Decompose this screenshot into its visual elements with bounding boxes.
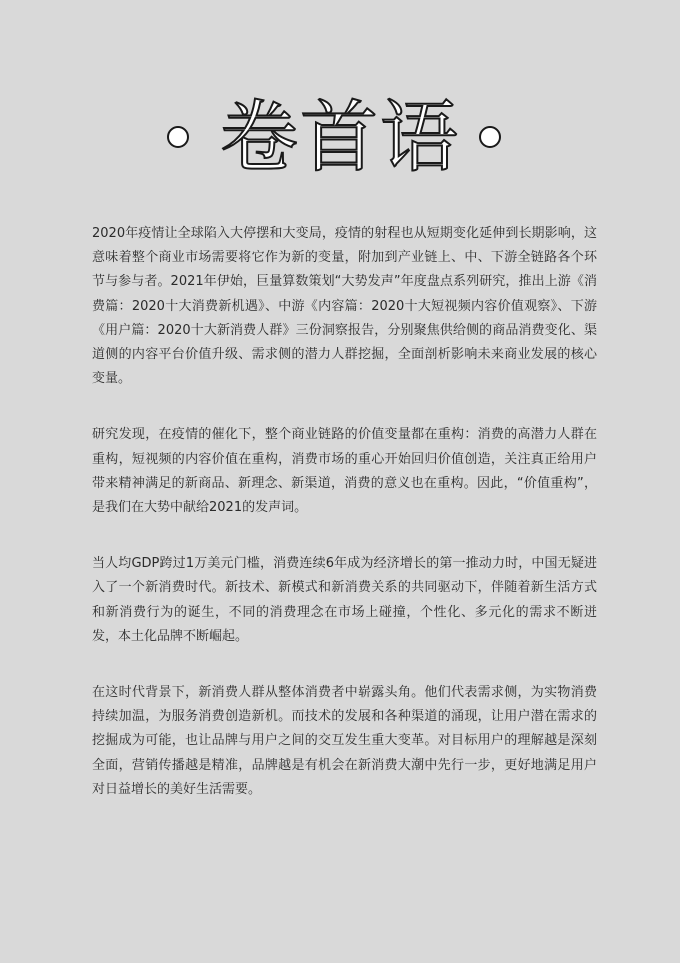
title-row	[0, 88, 680, 188]
body-text	[92, 222, 597, 834]
paragraph-4: 在这时代背景下，新消费人群从整体消费者中崭露头角。他们代表需求侧，为实物消费持续加温，为服务消费创造新机。而技术的发展和各种渠道的涌现，让用户潜在需求的挖掘成为可能，也让品牌与用户之间的交互发生重大变革。对目标用户的理解越是深刻全面，营销传播越是精准，品牌越是有机会在新消费大潮中先行一步，更好地满足用户对日益增长的美好生活需要。	[92, 685, 597, 797]
paragraph-2: 研究发现，在疫情的催化下，整个商业链路的价值变量都在重构：消费的高潜力人群在重构，短视频的内容价值在重构，消费市场的重心开始回归价值创造，关注真正给用户带来精神满足的新商品、新理念、新渠道，消费的意义也在重构。因此，“价值重构”，是我们在大势中献给2021的发声词。	[92, 427, 597, 516]
paragraph-1: 2020年疫情让全球陷入大停摆和大变局，疫情的射程也从短期变化延伸到长期影响，这意味着整个商业市场需要将它作为新的变量，附加到产业链上、中、下游全链路各个环节与参与者。2021年伊始，巨量算数策划“大势发声”年度盘点系列研究，推出上游《消费篇：2020十大消费新机遇》、中游《内容篇：2020十大短视频内容价值观察》、下游《用户篇：2020十大新消费人群》三份洞察报告，分别聚焦供给侧的商品消费变化、渠道侧的内容平台价值升级、需求侧的潜力人群挖掘，全面剖析影响未来商业发展的核心变量。	[92, 226, 597, 387]
left-bullet-dot	[167, 126, 189, 148]
paragraph-3: 当人均GDP跨过1万美元门槛，消费连续6年成为经济增长的第一推动力时，中国无疑进入了一个新消费时代。新技术、新模式和新消费关系的共同驱动下，伴随着新生活方式和新消费行为的诞生，不同的消费理念在市场上碰撞，个性化、多元化的需求不断迸发，本土化品牌不断崛起。	[92, 556, 597, 644]
page-title: 卷首语	[219, 93, 460, 183]
right-bullet-dot	[479, 126, 501, 148]
